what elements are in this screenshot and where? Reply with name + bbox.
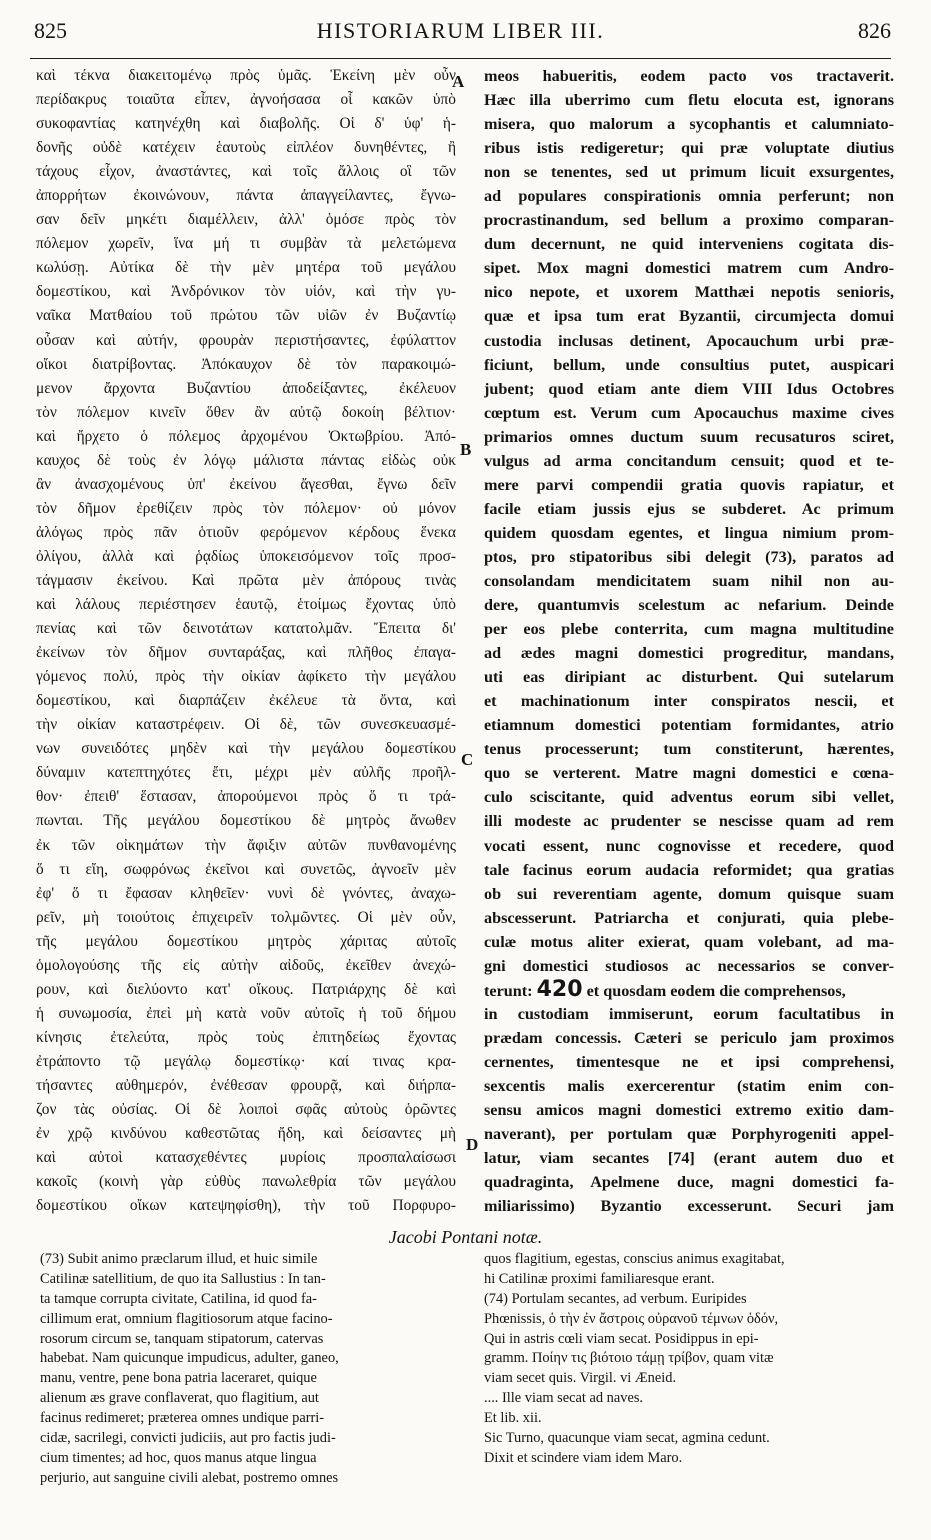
latin-text-line: vulgus ad arma concitandum censuit; quod et te-: [484, 451, 894, 470]
greek-text-line: τὸν πόλεμον κινεῖν ὅθεν ἂν αὐτῷ δοκοίη βέλτιον·: [36, 403, 456, 421]
greek-text-line: δονῆς οὐδὲ κατέχειν ἑαυτοὺς εἰπλέον δυνηθέντες, ἢ: [36, 139, 456, 157]
note-line: hi Catilinæ proximi familiaresque erant.: [484, 1270, 715, 1287]
latin-text-line: dum decernunt, ne quid interveniens cogitata dis-: [484, 235, 894, 254]
greek-text-line: τὸν δῆμον ἐρεθίζειν πρὸς τὸν πόλεμον· οὐ μόνον: [36, 499, 456, 517]
note-line: cium timentes; ad hoc, quos manus atque lingua: [40, 1449, 317, 1466]
latin-text-line: vocati essent, nunc cognovisse et recedere, quod: [484, 836, 894, 855]
note-line: habebat. Nam quicunque impudicus, adulter, ganeo,: [40, 1350, 339, 1367]
greek-text-line: τάχους εἶχον, ἀναστάντες, καὶ τοῖς ἄλλοις οἳ τῶν: [36, 163, 456, 181]
greek-text-line: καὶ ἤρχετο ὁ πόλεμος ἀρχομένου Ὀκτωβρίου. Ἀπό-: [36, 427, 456, 445]
note-line: .... Ille viam secat ad naves.: [484, 1390, 644, 1407]
latin-text-line: ad ædes magni domestici progreditur, mandans,: [484, 644, 894, 663]
greek-text-line: ρεῖν, μὴ τοιούτοις ἐπιχειρεῖν τολμῶντες. Οἱ μὲν οὖν,: [36, 908, 456, 926]
greek-text-line: καὶ αὐτοὶ κατασχεθέντες μυρίοις προσπαλαίσωσι: [36, 1149, 456, 1167]
note-line: cillimum erat, omnium flagitiosorum atque facino-: [40, 1310, 333, 1327]
note-line: Catilinæ satellitium, de quo ita Sallustius : In tan-: [40, 1270, 326, 1287]
latin-text-line: [484, 978, 894, 1002]
latin-text-line: etiamnum domestici potentiam formidantes, atrio: [484, 716, 894, 735]
greek-text-line: τῆς μεγάλου δομεστίκου μητρὸς χάριτας αὐτοῖς: [36, 932, 456, 950]
greek-text-line: πενίας καὶ τῶν δεινοτάτων κατατολμᾶν. Ἔπειτα δι': [36, 620, 456, 638]
greek-text-line: γόμενος πολύ, πρὸς τὴν οἰκίαν ἀφίκετο τὴν μεγάλου: [36, 668, 456, 686]
greek-text-line: ἐκ τῶν οἰκημάτων τὴν ἄφιξιν αὐτῶν πυνθανομένης: [36, 836, 456, 854]
note-line: (73) Subit animo præclarum illud, et huic simile: [40, 1251, 318, 1267]
note-line: Qui in astris cœli viam secat. Posidippus in epi-: [484, 1330, 759, 1347]
greek-text-line: πωνται. Τῆς μεγάλου δομεστίκου δὲ μητρὸς ἄνωθεν: [36, 812, 456, 830]
greek-text-line: ὀλίγου, ἀλλὰ καὶ ῥᾳδίως ὑποκεισόμενον τοῖς προσ-: [36, 547, 456, 565]
latin-text-fragment: et quosdam eodem die comprehensos,: [582, 981, 846, 1000]
latin-text-line: prædam concessis. Cæteri se periculo jam proximos: [484, 1028, 894, 1047]
greek-text-line: κίνησις ἐτελεύτα, πρὸς τοὺς ἐπιτηδείως ἔχοντας: [36, 1028, 456, 1046]
greek-text-line: κωλύσῃ. Αὐτίκα δὲ τὴν μὲν μητέρα τοῦ μεγάλου: [36, 259, 456, 277]
greek-text-line: δομεστίκου, καὶ Ἀνδρόνικον τὸν υἱόν, καὶ τὴν γυ-: [36, 283, 456, 301]
latin-text-line: jubent; quod etiam ante diem VIII Idus Octobres: [484, 379, 894, 398]
latin-text-line: mere parvi compendii gratia quovis rapiatur, et: [484, 475, 894, 494]
latin-text-line: quadraginta, Apelmene duce, magni domestici fa-: [484, 1173, 894, 1192]
latin-text-line: ficiunt, bellum, unde consultius putet, auspicari: [484, 355, 894, 374]
note-line: Dixit et scindere viam idem Maro.: [484, 1449, 683, 1466]
latin-text-line: meos habueritis, eodem pacto vos tractaverit.: [484, 67, 894, 85]
latin-text-line: non se tenentes, sed ut primum licuit exsurgentes,: [484, 163, 894, 182]
latin-text-line: naverant), per portulam quæ Porphyrogeniti appel-: [484, 1125, 894, 1144]
running-title: HISTORIARUM LIBER III.: [316, 18, 605, 43]
latin-text-line: quæ et ipsa tum erat Byzantii, circumjecta domui: [484, 307, 894, 326]
latin-text-line: sexcentis malis exercerentur (statim enim con-: [484, 1076, 894, 1095]
latin-text-line: tale facinus eorum audacia reformidet; qua gratias: [484, 860, 894, 879]
note-line: Sic Turno, quacunque viam secat, agmina cedunt.: [484, 1430, 770, 1447]
latin-text-column: [484, 64, 894, 1218]
header-rule: [30, 58, 891, 59]
latin-text-line: cernentes, timentesque ne et ipsi comprehensi,: [484, 1052, 894, 1071]
latin-text-line: custodia inclusas detinent, Apocauchum urbi præ-: [484, 331, 894, 350]
latin-text-line: uti eas diripiant ac disturbent. Qui sutelarum: [484, 668, 894, 687]
latin-text-line: quo se verterent. Matre magni domestici e cœna-: [484, 764, 894, 783]
latin-text-line: misera, quo malorum a sycophantis et calumniato-: [484, 115, 894, 134]
greek-text-line: ἐφ' ὅ τι ἔφασαν κληθεῖεν· νυνὶ δὲ γνόντες, ἀναχω-: [36, 884, 456, 902]
greek-text-line: περίδακρυς τοιαῦτα εἶπεν, ἀγνοήσασα οἷ κακῶν ὑπὸ: [36, 91, 456, 109]
note-line: perjurio, aut sanguine civili alebat, postremo omnes: [40, 1469, 339, 1486]
note-line: facinus redimeret; præterea omnes undique parri-: [40, 1410, 325, 1427]
margin-mark-d: D: [466, 1135, 479, 1154]
greek-text-line: ἐτράποντο τῷ μεγάλῳ δομεστίκῳ· καί τινας κρα-: [36, 1052, 456, 1070]
greek-text-line: ἀπορρήτων ἐκοινώνουν, πάντα ἀπαγγείλαντες, ἔγνω-: [36, 187, 456, 205]
latin-text-line: tenus processerunt; tum constiterunt, hærentes,: [484, 740, 894, 759]
greek-text-line: δομεστίκου οἴκων κατεψηφίσθη), τὴν τοῦ Πορφυρο-: [36, 1197, 456, 1215]
latin-text-line: sensu amicos magni domestici extremo exitio dam-: [484, 1101, 894, 1120]
latin-text-line: et machinationum inter conspiratos nescii, et: [484, 692, 894, 711]
page-number-left: 825: [34, 18, 67, 43]
latin-text-line: consolandam mendicitatem suam nihil non au-: [484, 571, 894, 590]
margin-mark-c: C: [461, 750, 474, 769]
latin-text-line: quidem quosdam egentes, et lingua nimium prom-: [484, 523, 894, 542]
notes-column-left: [40, 1250, 460, 1489]
greek-text-line: τήσαντες αὐθημερόν, ἐνέθεσαν φρουρᾷ, καὶ διήρπα-: [36, 1076, 456, 1094]
notes-heading: Jacobi Pontani notæ.: [388, 1227, 543, 1247]
latin-text-line: sipet. Mox magni domestici matrem cum Andro-: [484, 259, 894, 278]
greek-text-line: καὶ τέκνα διακειτομένῳ πρὸς ὑμᾶς. Ἐκείνη μὲν οὖν: [36, 67, 456, 84]
latin-text-line: ob sui reverentiam agente, domum quisque suam: [484, 884, 894, 903]
latin-text-line: latur, viam secantes [74] (erant autem duo et: [484, 1149, 894, 1168]
note-line: ta tamque corrupta civitate, Catilina, id quod fa-: [40, 1290, 317, 1307]
greek-text-line: οὖσαν καὶ αὐτήν, φρουρὰν περιστήσαντες, ἐφύλαττον: [36, 331, 456, 349]
latin-text-line: illi modeste ac prudenter se nescisse quam ad rem: [484, 812, 894, 831]
greek-text-line: συκοφαντίας κατηνέχθη καὶ διαβολῆς. Οἱ δ' ὑφ' ἡ-: [36, 115, 456, 133]
latin-text-line: in custodiam immiserunt, eorum facultatibus in: [484, 1004, 894, 1023]
note-line: manu, ventre, pene bona patria laceraret, quique: [40, 1370, 317, 1387]
greek-text-line: ἐν χρῷ κινδύνου καθεστῶτας ἤδη, καὶ δείσαντες μὴ: [36, 1125, 456, 1143]
greek-text-line: ὁμολογούσης τῆς εἰς αὐτὴν αἰδοῦς, ἐκεῖθεν ἀνεχώ-: [36, 956, 456, 974]
latin-text-line: primarios omnes ductum suum recusaturos sciret,: [484, 427, 894, 446]
greek-text-line: ρουν, καὶ διελύοντο κατ' οἴκους. Πατριάρχης δὲ καὶ: [36, 980, 456, 998]
latin-text-line: nico nepote, et uxorem Matthæi nepotis senioris,: [484, 283, 894, 302]
latin-text-line: abscesserunt. Patriarcha et conjurati, quia plebe-: [484, 908, 894, 927]
page-header: [30, 8, 891, 52]
margin-mark-a: A: [452, 72, 465, 91]
greek-text-line: οἴκοι διατρίβοντας. Ἀπόκαυχον δὲ τὸν παρακοιμώ-: [36, 355, 456, 373]
greek-text-line: δύναμιν κατεπτηχότες ἔτι, μέχρι μὲν αὐλῆς προῆλ-: [36, 764, 456, 782]
greek-text-line: δομεστίκου, καὶ διαρπάζειν ἐκέλευε τὰ ὄντα, καὶ: [36, 692, 456, 710]
latin-text-line: ad populares conspirationis omnia perferunt; non: [484, 187, 894, 206]
greek-text-line: τάγμασιν ἐκείνου. Καὶ πρῶτα μὲν ἀπόρους τινὰς: [36, 571, 456, 589]
latin-text-line: culo sciscitante, quid adventus eorum sibi vellet,: [484, 788, 894, 807]
latin-text-line: culæ motus aliter exierat, quam volebant, ad ma-: [484, 932, 894, 951]
note-line: Et lib. xii.: [484, 1410, 542, 1427]
greek-text-column: [36, 64, 456, 1218]
note-line: Phœnissis, ὁ τὴν ἐν ἄστροις οὐρανοῦ τέμνων ὁδόν,: [484, 1310, 779, 1327]
latin-text-line: ptos, pro stipatoribus sibi delegit (73), paratos ad: [484, 547, 894, 566]
latin-text-line: cœptum est. Verum cum Apocauchus maxime cives: [484, 403, 894, 422]
greek-text-line: τὴν οἰκίαν καταστρέφειν. Οἱ δὲ, τῶν συνεσκευασμέ-: [36, 716, 456, 734]
greek-text-line: καυχος δὲ τοὺς ἐν λόγῳ μάλιστα πάντας εἰδὼς οὐκ: [36, 451, 456, 469]
notes-column-right: [484, 1250, 894, 1469]
greek-text-line: ζον τὰς οὐσίας. Οἱ δὲ λοιποὶ σφᾶς αὐτοὺς ὁρῶντες: [36, 1101, 456, 1119]
note-line: (74) Portulam secantes, ad verbum. Euripides: [484, 1290, 747, 1307]
latin-text-line: procrastinandum, sed bellum a proximo comparan-: [484, 211, 894, 230]
greek-text-line: μενον ἄρχοντα Βυζαντίου ἀποδείξαντες, ἐκέλευον: [36, 379, 456, 397]
greek-text-line: καὶ λάλους περιέστησεν ἑαυτῷ, ἑτοίμως ἔχοντας ὑπὸ: [36, 596, 456, 614]
latin-text-line: dere, quantumvis scelestum ac nefarium. Deinde: [484, 596, 894, 615]
note-line: viam secet quis. Virgil. vi Æneid.: [484, 1370, 677, 1387]
latin-text-line: miliarissimo) Byzantio excesserunt. Securi jam: [484, 1197, 894, 1216]
latin-text-fragment: terunt:: [484, 981, 537, 1000]
greek-text-line: ἡ συνωμοσία, ἐπεὶ μὴ κατὰ νοῦν αὐτοῖς ἡ τοῦ δήμου: [36, 1004, 456, 1022]
note-line: alienum æs grave conflaverat, quo flagitium, aut: [40, 1390, 319, 1407]
greek-text-line: ναῖκα Ματθαίου τοῦ πρώτου τῶν υἱῶν ἐν Βυζαντίῳ: [36, 307, 456, 325]
note-line: gramm. Ποίην τις βιότοιο τάμῃ τρίβον, quam vitæ: [484, 1350, 774, 1367]
page-number-right: 826: [858, 18, 891, 43]
greek-text-line: ἐκείνων τὸν δῆμον συνταράξας, καὶ πλῆθος ἐπαγα-: [36, 644, 456, 662]
greek-text-line: σαν δεῖν μηκέτι διαμέλλειν, ἀλλ' ὁμόσε πρὸς τὸν: [36, 211, 456, 229]
latin-text-line: ribus istis redigeretur; qui præ voluptate diutius: [484, 139, 894, 158]
greek-text-line: πόλεμον χωρεῖν, ἵνα μή τι συμβὰν τὰ μελετώμενα: [36, 235, 456, 253]
margin-mark-b: B: [460, 440, 472, 459]
note-line: quos flagitium, egestas, conscius animus exagitabat,: [484, 1251, 785, 1267]
marginal-page-number: 420: [536, 977, 583, 1002]
greek-text-line: κακοῖς (κοινὴ γὰρ εὐθὺς πανωλεθρία τῶν μεγάλου: [36, 1173, 456, 1191]
greek-text-line: νων συνειδότες μηδὲν καὶ τὴν μεγάλου δομεστίκου: [36, 740, 456, 758]
greek-text-line: θον· ἐπειθ' ἕστασαν, ἀπορούμενοι πρὸς ὅ τι τρά-: [36, 788, 456, 806]
note-line: rosorum circum se, tanquam stipatorum, catervas: [40, 1330, 324, 1347]
latin-text-line: facile etiam jussis ejus se subderet. Ac primum: [484, 499, 894, 518]
greek-text-line: ἀλόγως πρὸς πᾶν ὁτιοῦν φερόμενον κέρδους ἕνεκα: [36, 523, 456, 541]
latin-text-line: gni domestici studiosos ac necessarios se conver-: [484, 956, 894, 975]
latin-text-line: per eos plebe conterrita, cum magna multitudine: [484, 620, 894, 639]
greek-text-line: ἂν ἀνασχομένους ὑπ' ἐκείνου ἄγεσθαι, ἔγνω δεῖν: [36, 475, 456, 493]
note-line: cidæ, sacrilegi, convicti judiciis, aut pro factis judi-: [40, 1430, 336, 1447]
greek-text-line: ὅ τι εἴη, σωφρόνως ἐκεῖνοι καὶ συνετῶς, ἀγνοεῖν μὲν: [36, 860, 456, 878]
latin-text-line: Hæc illa uberrimo cum fletu elocuta est, ignorans: [484, 91, 894, 110]
